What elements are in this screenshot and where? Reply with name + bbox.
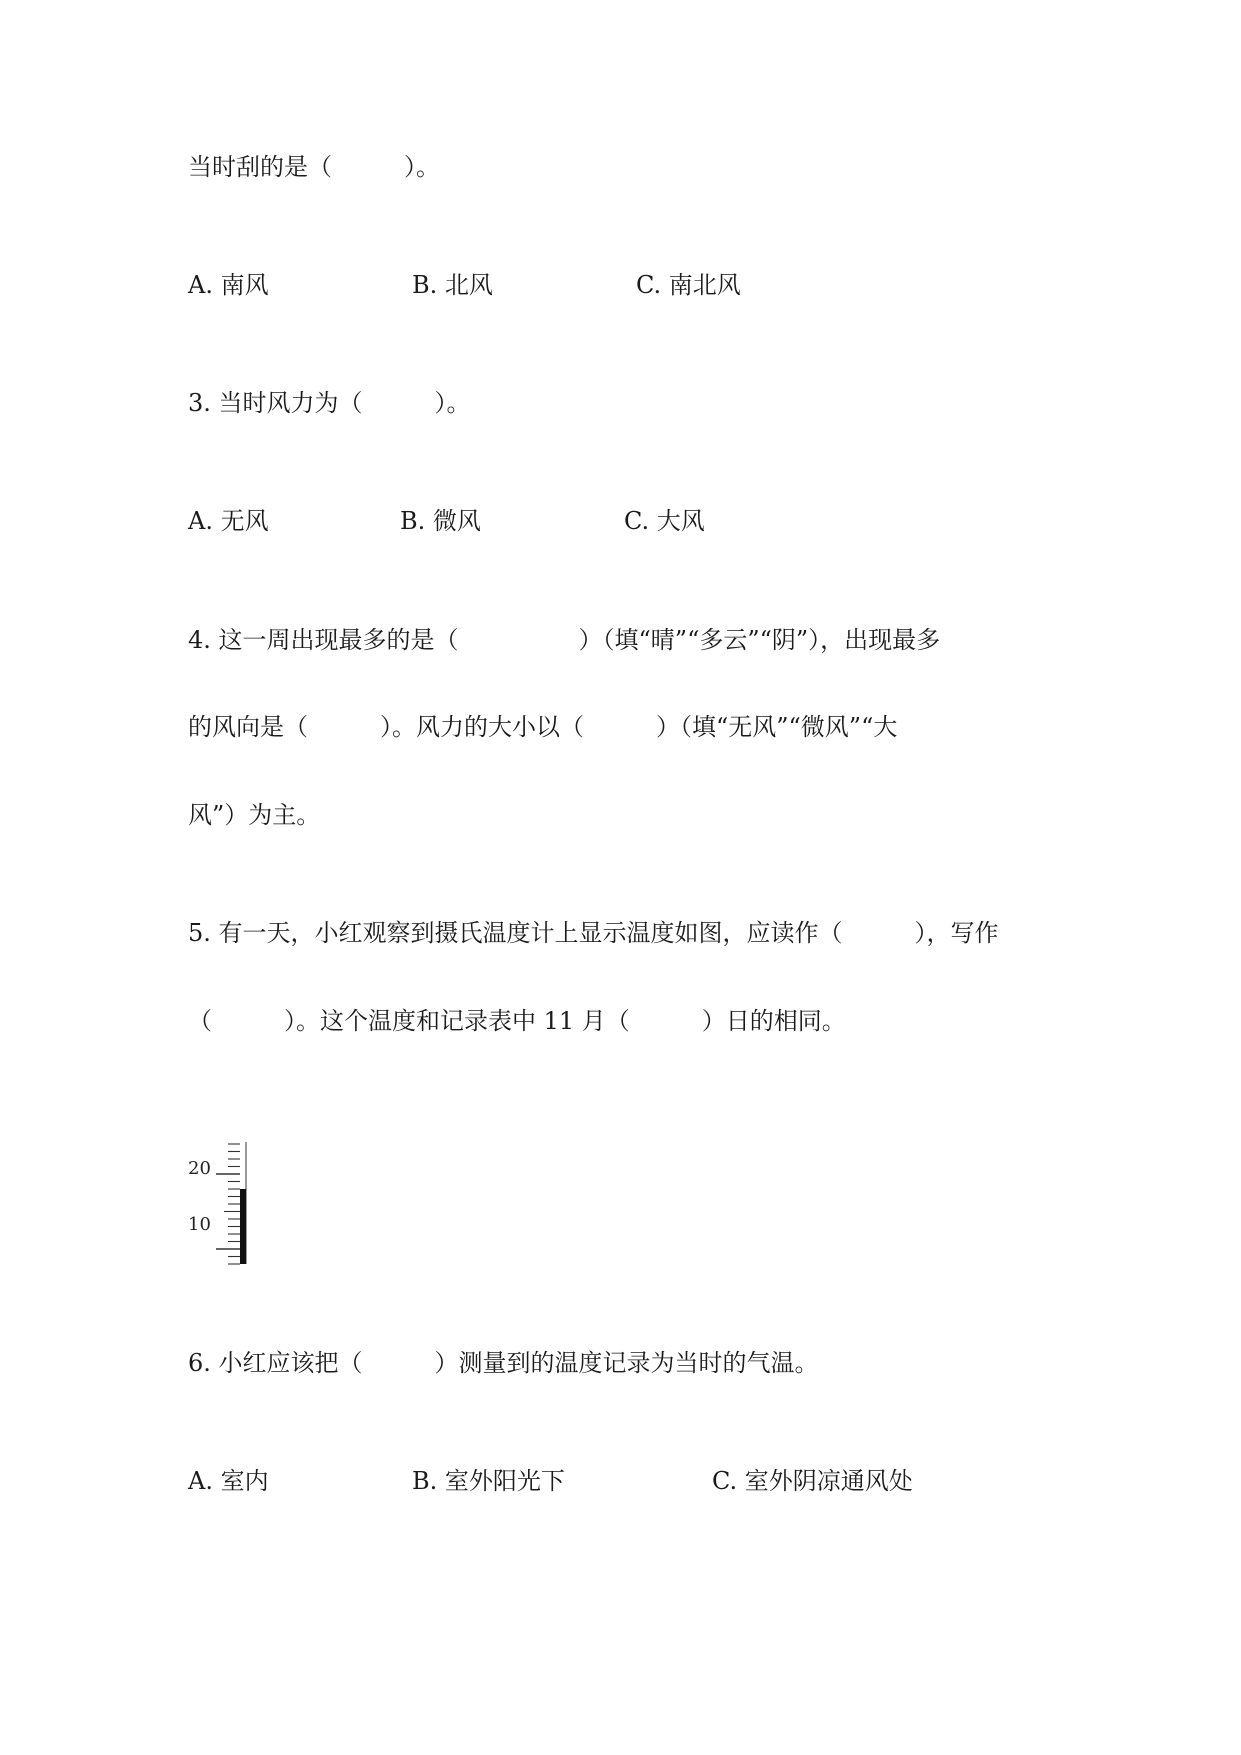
thermometer-figure (188, 1140, 268, 1270)
q2-option-c: C. 南北风 (636, 271, 741, 299)
q3-option-c: C. 大风 (624, 507, 705, 535)
thermometer-scale-ticks (216, 1144, 240, 1264)
q2-stem: 当时刮的是（ ）。 (188, 153, 440, 181)
q6-option-c: C. 室外阴凉通风处 (712, 1467, 913, 1495)
q4-line-2: 的风向是（ ）。风力的大小以（ ）（填“无风”“微风”“大 (188, 713, 898, 741)
q5-line-2: （ ）。这个温度和记录表中 11 月（ ）日的相同。 (188, 1007, 846, 1035)
q4-line-1: 4. 这一周出现最多的是（ ）（填“晴”“多云”“阴”），出现最多 (188, 626, 941, 654)
q6-option-b: B. 室外阳光下 (412, 1467, 565, 1495)
q6-option-a: A. 室内 (188, 1467, 269, 1495)
q3-option-a: A. 无风 (188, 507, 269, 535)
q3-stem: 3. 当时风力为（ ）。 (188, 389, 471, 417)
q2-option-a: A. 南风 (188, 271, 269, 299)
q2-option-b: B. 北风 (412, 271, 493, 299)
thermometer-label-20: 20 (188, 1158, 211, 1179)
q4-line-3: 风”）为主。 (188, 801, 321, 829)
q6-stem: 6. 小红应该把（ ）测量到的温度记录为当时的气温。 (188, 1349, 819, 1377)
thermometer-label-10: 10 (188, 1214, 211, 1235)
thermometer-liquid-column (240, 1189, 246, 1264)
q5-line-1: 5. 有一天，小红观察到摄氏温度计上显示温度如图，应读作（ ），写作 (188, 919, 999, 947)
q3-option-b: B. 微风 (400, 507, 481, 535)
